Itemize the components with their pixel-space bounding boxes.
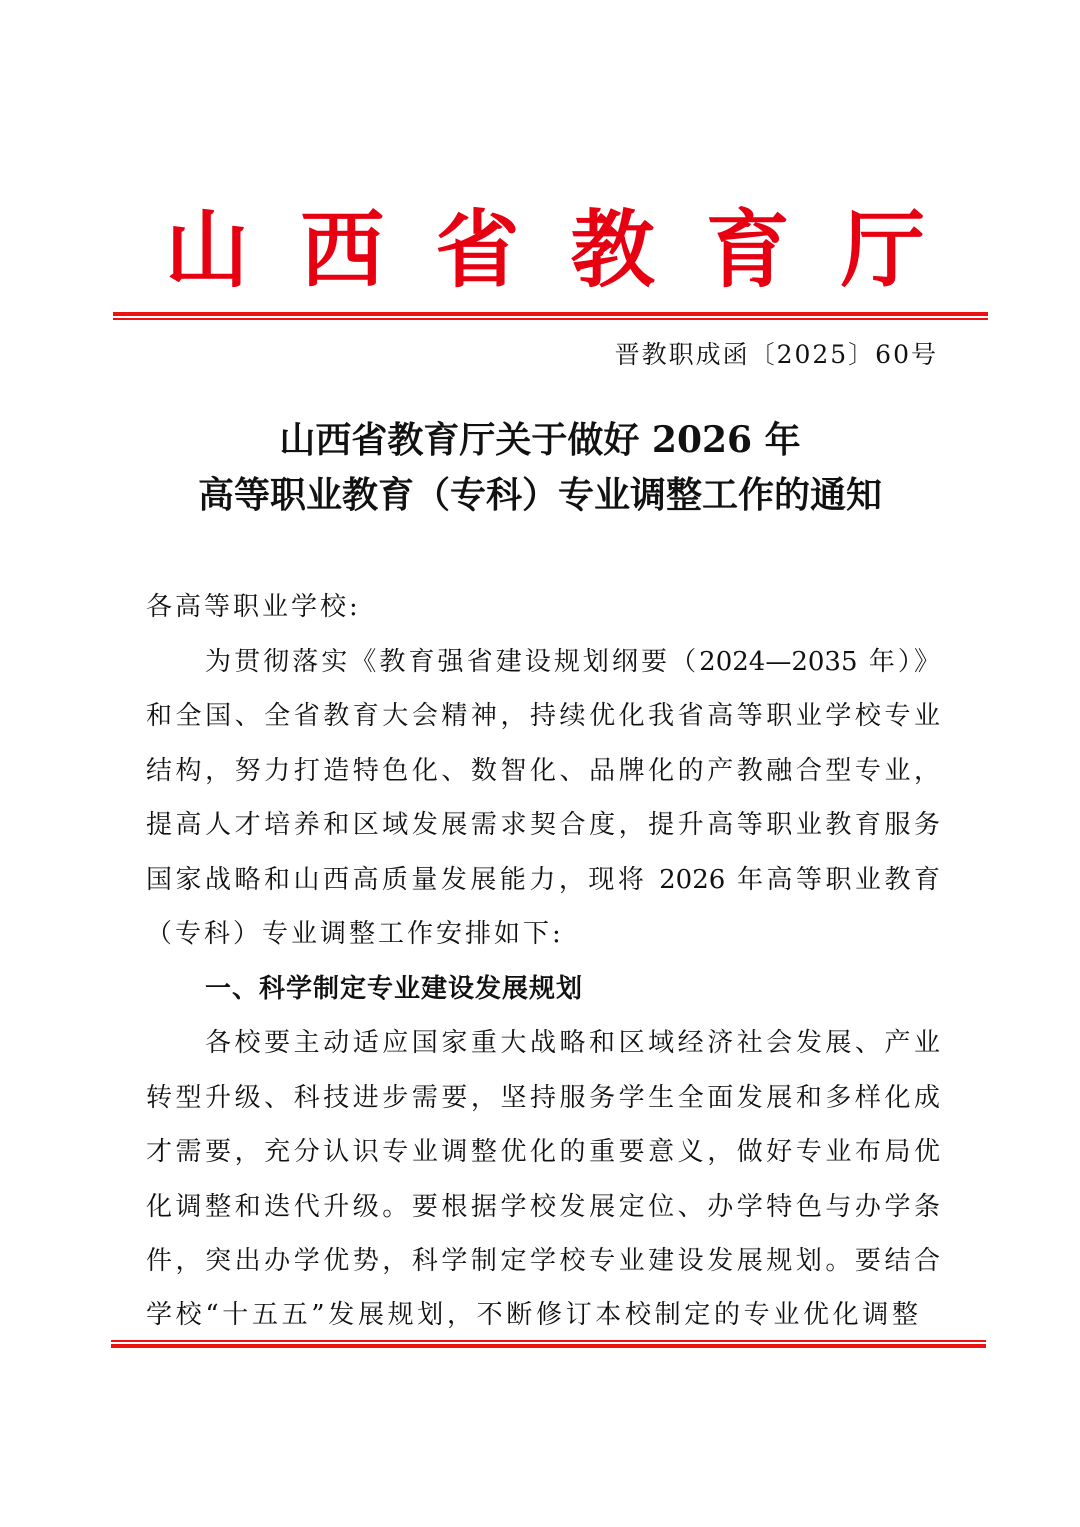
paragraph-line: 和全国、全省教育大会精神，持续优化我省高等职业学校专业 — [146, 701, 940, 731]
title-line-2: 高等职业教育（专科）专业调整工作的通知 — [197, 474, 882, 516]
letterhead-char: 育 — [705, 200, 790, 299]
paragraph-line: （专科）专业调整工作安排如下: — [146, 919, 564, 949]
top-rule-thin — [113, 318, 988, 320]
letterhead-char: 厅 — [840, 200, 925, 299]
top-rule-thick — [113, 312, 988, 316]
paragraph-line: 为贯彻落实《教育强省建设规划纲要（2024—2035 年）》 — [205, 647, 940, 677]
letterhead-char: 山 — [165, 200, 250, 299]
document-number: 晋教职成函〔2025〕60号 — [614, 340, 938, 369]
letterhead-char: 西 — [300, 200, 385, 299]
letterhead-char: 省 — [435, 200, 520, 299]
paragraph-line: 学校“十五五”发展规划，不断修订本校制定的专业优化调整 — [146, 1300, 918, 1330]
letterhead — [165, 200, 925, 300]
paragraph-line: 国家战略和山西高质量发展能力，现将 2026 年高等职业教育 — [146, 865, 940, 895]
bottom-rule-thick — [111, 1344, 986, 1348]
section-heading: 一、科学制定专业建设发展规划 — [205, 974, 584, 1004]
paragraph-line: 转型升级、科技进步需要，坚持服务学生全面发展和多样化成 — [146, 1083, 940, 1113]
paragraph-line: 提高人才培养和区域发展需求契合度，提升高等职业教育服务 — [146, 810, 940, 840]
paragraph-line: 化调整和迭代升级。要根据学校发展定位、办学特色与办学条 — [146, 1192, 940, 1222]
paragraph-line: 结构，努力打造特色化、数智化、品牌化的产教融合型专业， — [146, 756, 940, 786]
paragraph-line: 才需要，充分认识专业调整优化的重要意义，做好专业布局优 — [146, 1137, 940, 1167]
paragraph-line: 件，突出办学优势，科学制定学校专业建设发展规划。要结合 — [146, 1246, 940, 1276]
bottom-rule-thin — [111, 1340, 986, 1342]
salutation: 各高等职业学校: — [146, 592, 361, 622]
letterhead-char: 教 — [570, 200, 655, 299]
paragraph-line: 各校要主动适应国家重大战略和区域经济社会发展、产业 — [205, 1028, 940, 1058]
title-line-1: 山西省教育厅关于做好 2026 年 — [279, 419, 801, 461]
